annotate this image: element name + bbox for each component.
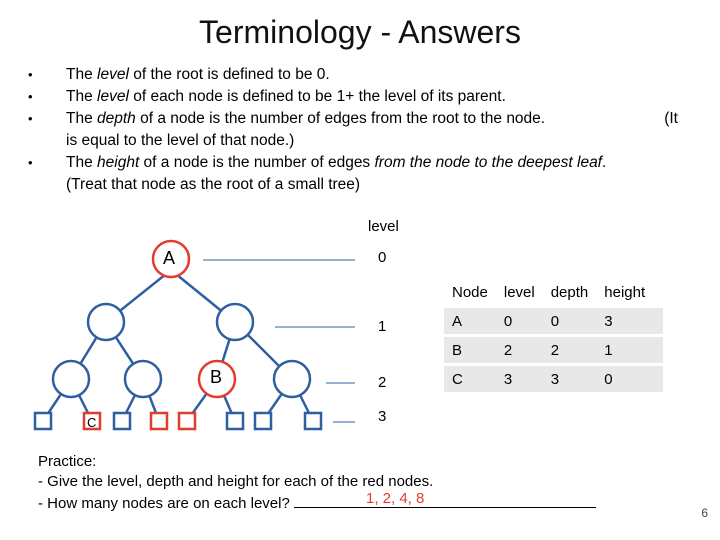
table-header-cell: level — [503, 283, 535, 301]
table-cell: 2 — [496, 337, 543, 363]
bullet-italic-phrase: from the node to the deepest leaf — [374, 154, 602, 171]
table-cell: 0 — [543, 308, 597, 334]
level-3-label: 3 — [378, 408, 387, 425]
practice-heading: Practice: — [38, 453, 97, 470]
table-cell: 3 — [543, 366, 597, 392]
tree-node — [125, 361, 161, 397]
bullet-text: . — [602, 154, 607, 171]
table-cell: C — [444, 366, 496, 392]
node-info-table — [444, 276, 663, 395]
term-height: height — [97, 154, 140, 171]
term-level: level — [97, 88, 129, 105]
table-cell: 3 — [496, 366, 543, 392]
level-header: level — [368, 218, 399, 235]
table-header-cell: depth — [550, 283, 589, 301]
tree-leaf — [114, 413, 130, 429]
bullet-dot-icon: • — [28, 155, 33, 170]
table-cell: 0 — [496, 308, 543, 334]
term-level: level — [97, 66, 129, 83]
page-number: 6 — [701, 506, 708, 520]
practice-section — [38, 452, 596, 514]
level-0-label: 0 — [378, 249, 387, 266]
table-row — [444, 337, 663, 363]
bullet-dot-icon: • — [28, 111, 33, 126]
tree-node — [274, 361, 310, 397]
tree-node — [217, 304, 253, 340]
bullet-text: of a node is the number of edges from the root to the node. — [135, 110, 546, 127]
tree-leaf — [305, 413, 321, 429]
tree-leaf — [179, 413, 195, 429]
answer-blank — [294, 492, 596, 508]
table-cell: 1 — [596, 337, 663, 363]
tree-leaf — [227, 413, 243, 429]
slide-title: Terminology - Answers — [199, 14, 521, 50]
bullet-text: The — [66, 110, 98, 127]
bullet-dot-icon: • — [28, 67, 33, 82]
tree-node — [53, 361, 89, 397]
bullet-text: The — [66, 88, 98, 105]
table-row — [444, 308, 663, 334]
practice-question: - How many nodes are on each level? — [38, 495, 294, 512]
term-depth: depth — [97, 110, 136, 127]
bullet-text-aside: (It — [664, 110, 678, 127]
bullet-text: of the root is defined to be 0. — [128, 66, 330, 83]
table-cell: 3 — [596, 308, 663, 334]
practice-line-2 — [38, 492, 596, 514]
bullet-text-line2: is equal to the level of that node.) — [66, 132, 295, 149]
bullet-text: The — [66, 154, 98, 171]
bullet-text: of a node is the number of edges — [139, 154, 375, 171]
bullet-text-line2: (Treat that node as the root of a small tree) — [66, 176, 361, 193]
table-row — [444, 366, 663, 392]
table-header-row — [444, 279, 663, 305]
table-header-cell: Node — [452, 283, 488, 301]
bullet-dot-icon: • — [28, 89, 33, 104]
table-cell: A — [444, 308, 496, 334]
table-header-cell: height — [604, 283, 646, 301]
practice-answer: 1, 2, 4, 8 — [365, 490, 425, 507]
table-cell: 2 — [543, 337, 597, 363]
node-label-c: C — [87, 415, 97, 430]
tree-leaves — [35, 413, 321, 429]
node-label-b: B — [210, 367, 223, 387]
tree-edges — [43, 270, 313, 421]
table-cell: B — [444, 337, 496, 363]
tree-node — [88, 304, 124, 340]
bullet-text: of each node is defined to be 1+ the level of its parent. — [128, 88, 506, 105]
tree-nodes — [53, 241, 310, 397]
tree-leaf — [35, 413, 51, 429]
practice-line-1: - Give the level, depth and height for each of the red nodes. — [38, 473, 434, 490]
bullet-text: The — [66, 66, 98, 83]
level-2-label: 2 — [378, 374, 387, 391]
tree-leaf — [151, 413, 167, 429]
level-1-label: 1 — [378, 318, 387, 335]
tree-leaf — [255, 413, 271, 429]
table-cell: 0 — [596, 366, 663, 392]
node-label-a: A — [163, 248, 176, 268]
